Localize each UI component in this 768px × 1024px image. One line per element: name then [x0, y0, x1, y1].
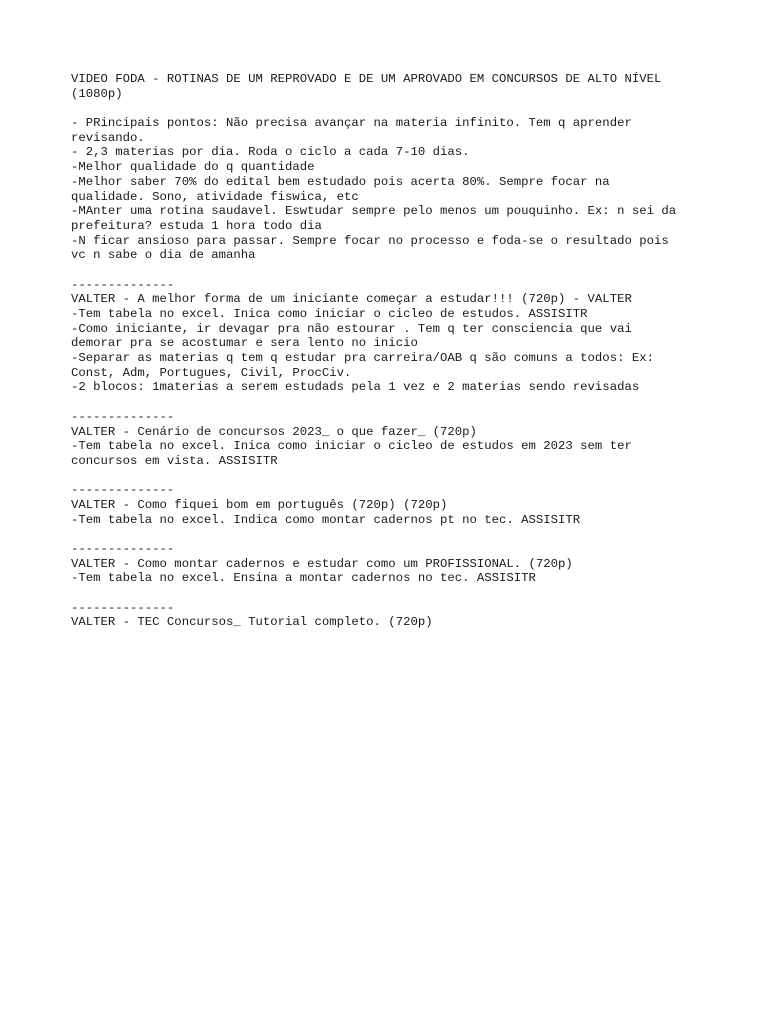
text-line: -2 blocos: 1materias a serem estudads pela 1 vez e 2 materias sendo revisadas	[71, 380, 640, 395]
text-line	[71, 101, 711, 116]
text-line: VALTER - A melhor forma de um iniciante começar a estudar!!! (720p) - VALTER	[71, 292, 632, 307]
text-line: -Tem tabela no excel. Inica como iniciar o cicleo de estudos. ASSISITR	[71, 307, 588, 321]
text-line: --------------	[71, 600, 175, 615]
text-line: demorar pra se acostumar e sera lento no inicio	[71, 336, 418, 351]
text-line: -MAnter uma rotina saudavel. Eswtudar sempre pelo menos um pouquinho. Ex: n sei da	[71, 204, 677, 219]
text-line	[71, 586, 711, 601]
text-line: (1080p)	[71, 86, 123, 101]
text-line: qualidade. Sono, atividade fiswica, etc	[71, 189, 359, 204]
text-line: prefeitura? estuda 1 hora todo dia	[71, 218, 322, 233]
text-line: -Como iniciante, ir devagar pra não estourar . Tem q ter consciencia que vai	[71, 321, 632, 336]
text-line: VALTER - TEC Concursos_ Tutorial completo. (720p)	[71, 615, 433, 630]
text-line: -Melhor qualidade do q quantidade	[71, 160, 315, 175]
text-line: vc n sabe o dia de amanha	[71, 248, 256, 263]
text-line: -Tem tabela no excel. Indica como montar cadernos pt no tec. ASSISITR	[71, 512, 581, 527]
text-line: Const, Adm, Portugues, Civil, ProcCiv.	[71, 365, 352, 380]
text-line: --------------	[71, 542, 175, 556]
text-line: -N ficar ansioso para passar. Sempre focar no processo e foda-se o resultado pois	[71, 233, 669, 248]
text-line: VIDEO FODA - ROTINAS DE UM REPROVADO E DE UM APROVADO EM CONCURSOS DE ALTO NÍVEL	[71, 72, 662, 86]
text-line: -Tem tabela no excel. Inica como iniciar o cicleo de estudos em 2023 sem ter	[71, 439, 632, 454]
text-line: VALTER - Como fiquei bom em português (720p) (720p)	[71, 497, 448, 512]
text-line	[71, 527, 711, 542]
text-line: -Tem tabela no excel. Ensina a montar cadernos no tec. ASSISITR	[71, 571, 536, 586]
text-line: - 2,3 materias por dia. Roda o ciclo a cada 7-10 dias.	[71, 145, 470, 160]
text-line	[71, 469, 711, 484]
text-line	[71, 263, 711, 278]
text-line: --------------	[71, 277, 175, 292]
text-line: revisando.	[71, 130, 145, 145]
text-line: - PRincipais pontos: Não precisa avançar na materia infinito. Tem q aprender	[71, 116, 632, 131]
text-line: -Separar as materias q tem q estudar pra carreira/OAB q são comuns a todos: Ex:	[71, 351, 654, 366]
text-line: concursos em vista. ASSISITR	[71, 453, 278, 468]
text-line: --------------	[71, 483, 175, 498]
document-text	[71, 72, 711, 630]
text-line: VALTER - Cenário de concursos 2023_ o que fazer_ (720p)	[71, 424, 477, 439]
text-line: --------------	[71, 409, 175, 424]
text-line: -Melhor saber 70% do edital bem estudado pois acerta 80%. Sempre focar na	[71, 174, 610, 189]
text-line	[71, 395, 711, 410]
text-line: VALTER - Como montar cadernos e estudar como um PROFISSIONAL. (720p)	[71, 556, 573, 571]
